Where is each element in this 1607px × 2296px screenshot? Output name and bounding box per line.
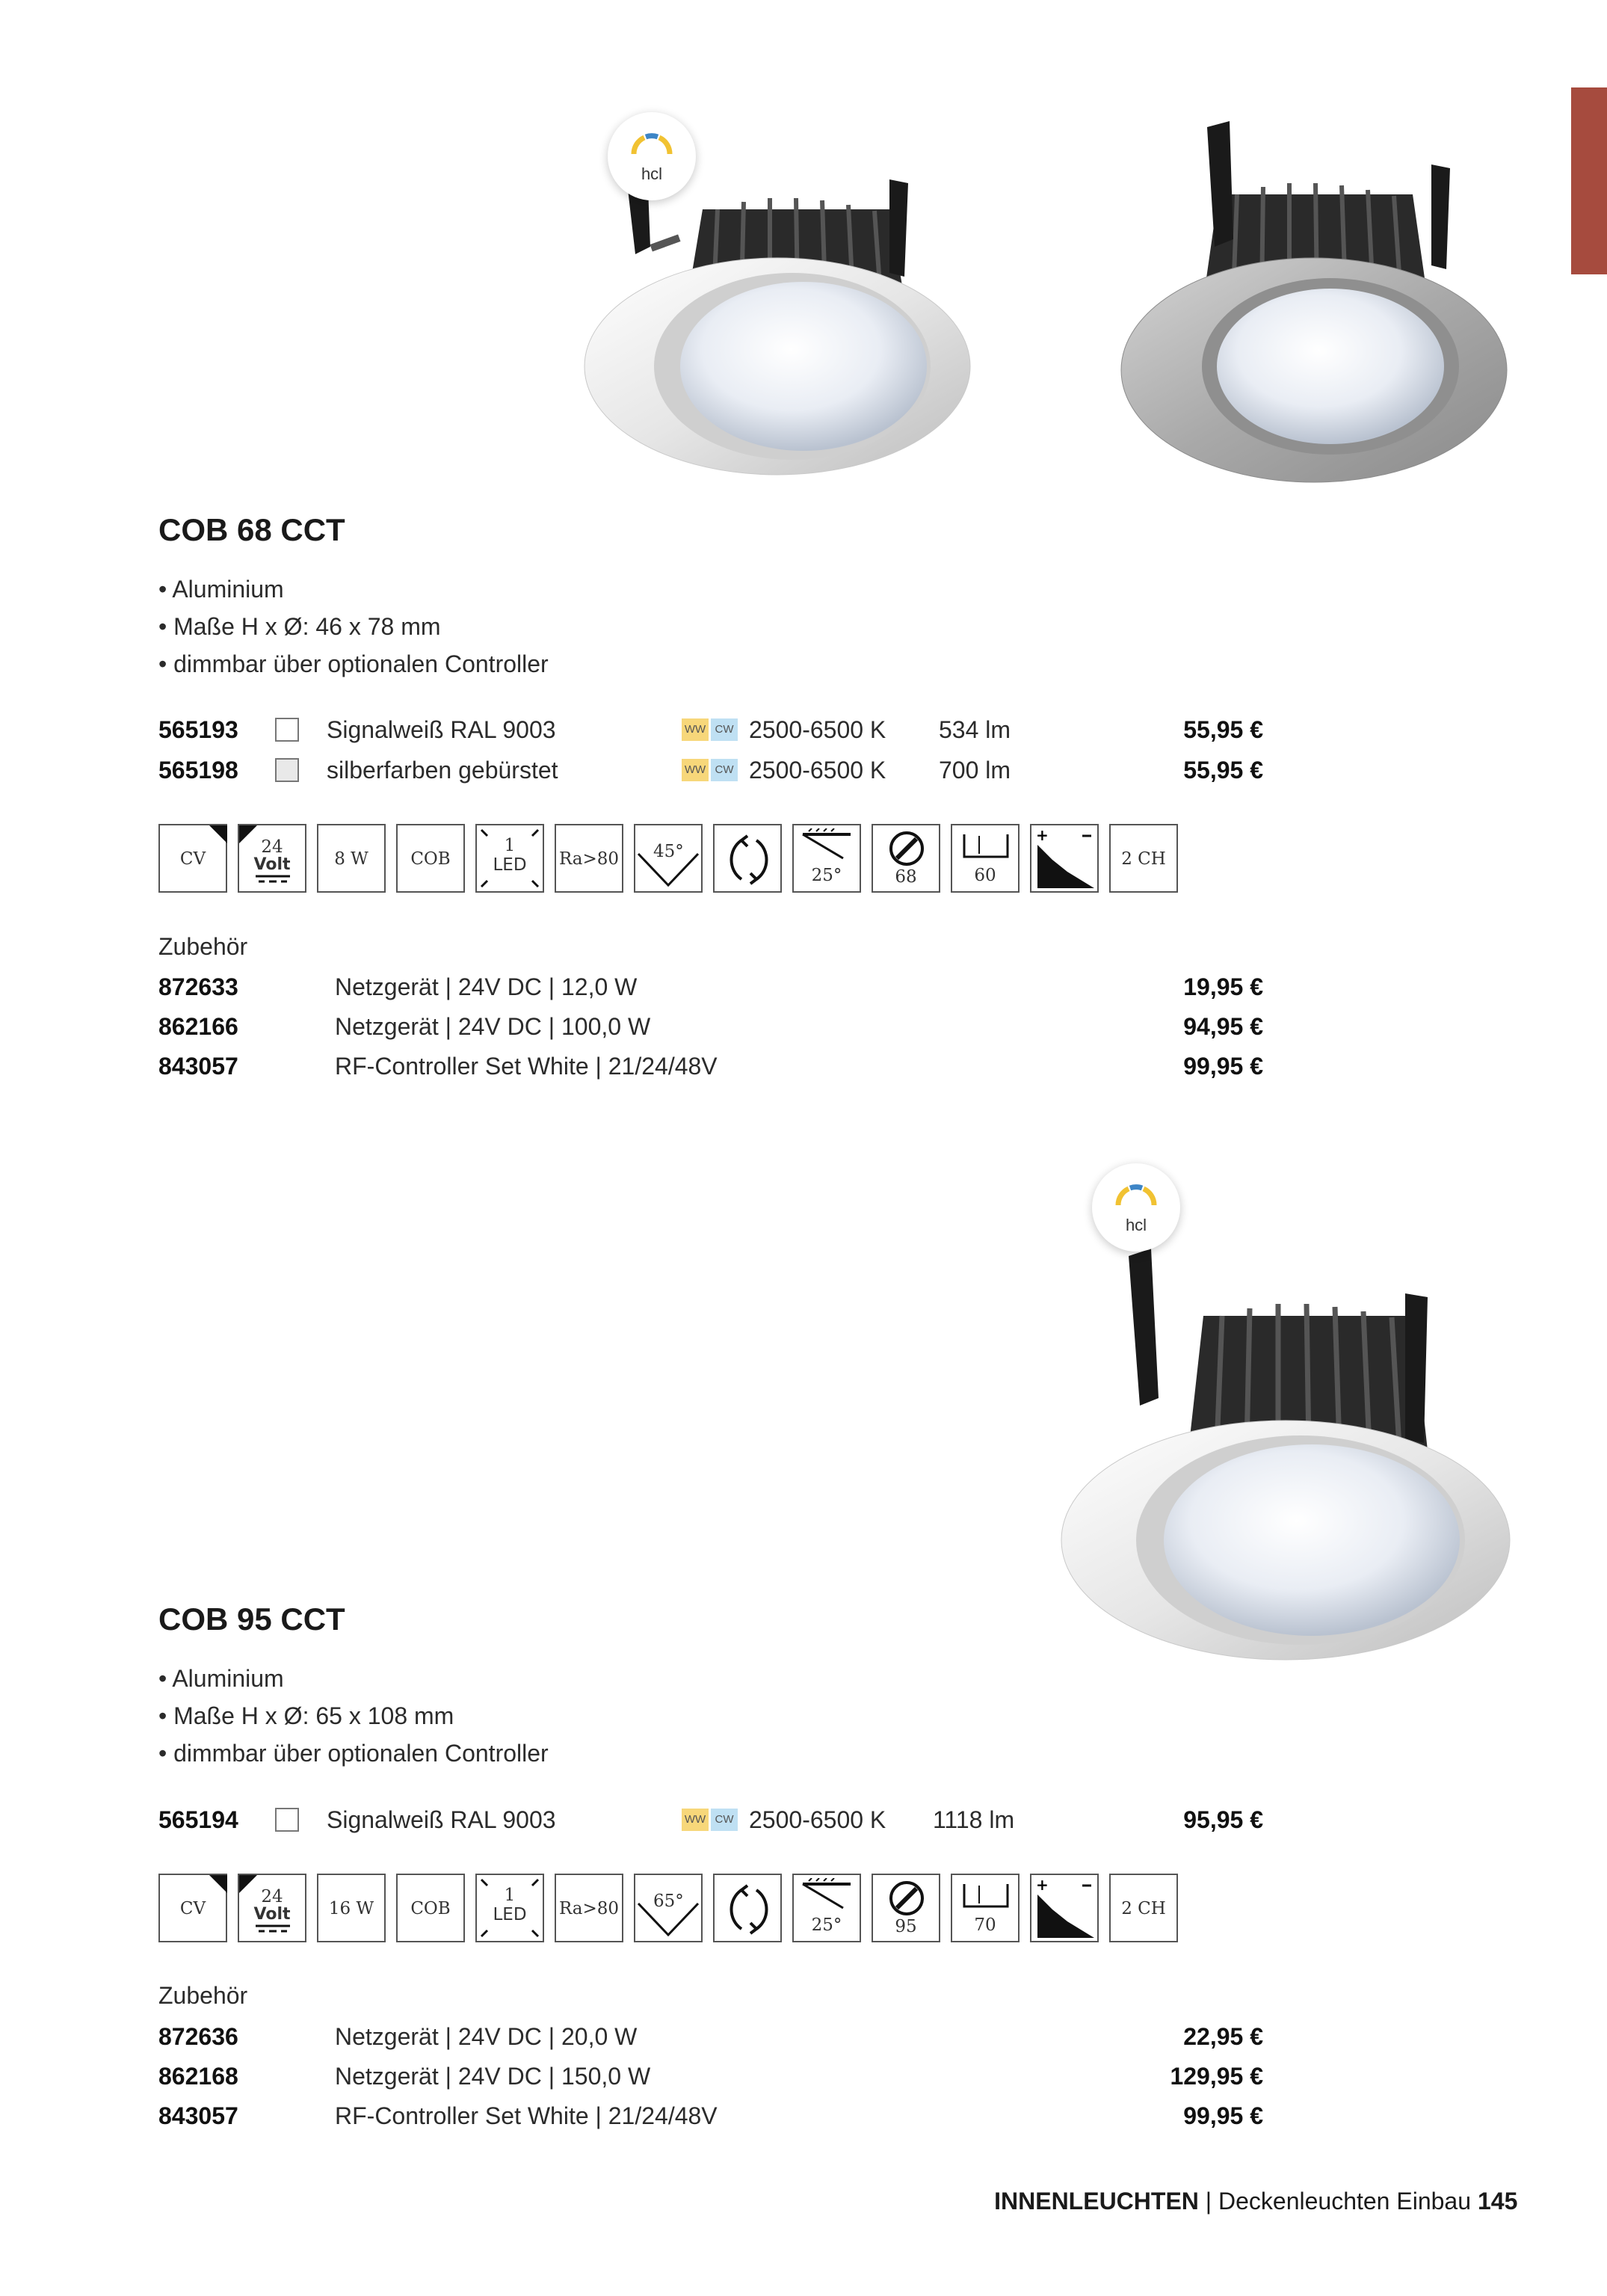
dimmable-icon: [1030, 1874, 1099, 1942]
product-image-cob68-silver: [1106, 112, 1510, 493]
accessory-name: RF-Controller Set White | 21/24/48V: [335, 1053, 718, 1080]
feature-item: • Aluminium: [158, 576, 284, 603]
chapter-tab-marker: [1571, 87, 1607, 274]
color-name: Signalweiß RAL 9003: [327, 1806, 556, 1833]
hcl-badge-icon: [608, 112, 696, 200]
article-number: 565194: [158, 1806, 238, 1833]
color-name: Signalweiß RAL 9003: [327, 716, 556, 743]
page-number: 145: [1478, 2188, 1518, 2215]
feature-list: [158, 570, 549, 683]
article-number: 565193: [158, 716, 238, 743]
cob-icon: COB: [396, 1874, 465, 1942]
price: 99,95 €: [1183, 1053, 1263, 1080]
warm-white-icon: WW: [682, 718, 709, 741]
product-title: COB 68 CCT: [158, 512, 345, 547]
accessory-name: RF-Controller Set White | 21/24/48V: [335, 2102, 718, 2129]
color-rendering-icon: Ra>80: [555, 1874, 623, 1942]
color-temperature: 2500-6500 K: [749, 757, 886, 784]
article-number: 872633: [158, 973, 238, 1000]
installation-depth-icon: 70: [951, 1874, 1020, 1942]
price: 55,95 €: [1183, 757, 1263, 784]
rotatable-icon: [713, 824, 782, 893]
price: 99,95 €: [1183, 2102, 1263, 2129]
product-image-cob95-white: [1054, 1226, 1517, 1667]
cold-white-icon: CW: [711, 1809, 738, 1831]
article-number: 565198: [158, 757, 238, 784]
cold-white-icon: CW: [711, 718, 738, 741]
color-name: silberfarben gebürstet: [327, 757, 558, 784]
hcl-badge-icon: [1092, 1163, 1180, 1252]
accessory-name: Netzgerät | 24V DC | 150,0 W: [335, 2063, 651, 2090]
spec-icons-row: [158, 1874, 1205, 1945]
price: 55,95 €: [1183, 716, 1263, 743]
product-title: COB 95 CCT: [158, 1601, 345, 1637]
feature-item: • Maße H x Ø: 65 x 108 mm: [158, 1702, 454, 1729]
wattage-icon: 16 W: [317, 1874, 386, 1942]
variant-row: [0, 710, 1607, 750]
warm-white-icon: WW: [682, 759, 709, 781]
cutout-diameter-icon: 68: [872, 824, 940, 893]
spec-icons-row: [158, 824, 1205, 896]
color-swatch: [275, 1808, 299, 1832]
accessories-heading: Zubehör: [158, 1982, 248, 2009]
voltage-24-icon: 24 Volt: [238, 1874, 306, 1942]
luminous-flux: 700 lm: [939, 757, 1011, 784]
article-number: 872636: [158, 2023, 238, 2050]
feature-item: • dimmbar über optionalen Controller: [158, 1740, 549, 1767]
page-footer: [994, 2188, 1471, 2215]
variant-row: [0, 750, 1607, 790]
beam-angle-icon: 65°: [634, 1874, 703, 1942]
price: 95,95 €: [1183, 1806, 1263, 1833]
color-rendering-icon: Ra>80: [555, 824, 623, 893]
footer-separator: |: [1198, 2188, 1218, 2215]
dimmable-icon: [1030, 824, 1099, 893]
wattage-icon: 8 W: [317, 824, 386, 893]
svg-text:+: +: [1036, 1878, 1049, 1894]
tilt-angle-icon: 25°: [792, 1874, 861, 1942]
accessory-row: [0, 967, 1607, 1007]
footer-subsection: Deckenleuchten Einbau: [1218, 2188, 1471, 2215]
tilt-angle-icon: 25°: [792, 824, 861, 893]
article-number: 843057: [158, 1053, 238, 1080]
led-count-icon: 1 LED: [475, 824, 544, 893]
led-count-icon: 1 LED: [475, 1874, 544, 1942]
variant-row: [0, 1800, 1607, 1840]
article-number: 843057: [158, 2102, 238, 2129]
channels-icon: 2 CH: [1109, 824, 1178, 893]
hcl-label: hcl: [1125, 1216, 1147, 1234]
accessory-row: [0, 2096, 1607, 2136]
luminous-flux: 534 lm: [939, 716, 1011, 743]
accessories-heading: Zubehör: [158, 933, 248, 960]
footer-section: INNENLEUCHTEN: [994, 2188, 1199, 2215]
accessory-name: Netzgerät | 24V DC | 20,0 W: [335, 2023, 638, 2050]
rotatable-icon: [713, 1874, 782, 1942]
price: 22,95 €: [1183, 2023, 1263, 2050]
constant-voltage-icon: CV: [158, 824, 227, 893]
accessory-row: [0, 2016, 1607, 2057]
beam-angle-icon: 45°: [634, 824, 703, 893]
accessory-row: [0, 1046, 1607, 1086]
color-temperature: 2500-6500 K: [749, 716, 886, 743]
cutout-diameter-icon: 95: [872, 1874, 940, 1942]
cob-icon: COB: [396, 824, 465, 893]
feature-item: • dimmbar über optionalen Controller: [158, 650, 549, 677]
color-temperature: 2500-6500 K: [749, 1806, 886, 1833]
feature-item: • Maße H x Ø: 46 x 78 mm: [158, 613, 441, 640]
feature-item: • Aluminium: [158, 1665, 284, 1692]
color-swatch: [275, 758, 299, 782]
warm-white-icon: WW: [682, 1809, 709, 1831]
article-number: 862168: [158, 2063, 238, 2090]
price: 94,95 €: [1183, 1013, 1263, 1040]
accessory-name: Netzgerät | 24V DC | 12,0 W: [335, 973, 638, 1000]
hcl-label: hcl: [641, 164, 663, 183]
constant-voltage-icon: CV: [158, 1874, 227, 1942]
cold-white-icon: CW: [711, 759, 738, 781]
voltage-24-icon: 24 Volt: [238, 824, 306, 893]
feature-list: [158, 1660, 549, 1772]
svg-text:+: +: [1036, 828, 1049, 844]
accessory-row: [0, 2056, 1607, 2096]
accessory-name: Netzgerät | 24V DC | 100,0 W: [335, 1013, 651, 1040]
channels-icon: 2 CH: [1109, 1874, 1178, 1942]
article-number: 862166: [158, 1013, 238, 1040]
price: 129,95 €: [1170, 2063, 1263, 2090]
installation-depth-icon: 60: [951, 824, 1020, 893]
price: 19,95 €: [1183, 973, 1263, 1000]
color-swatch: [275, 718, 299, 742]
accessory-row: [0, 1006, 1607, 1047]
luminous-flux: 1118 lm: [933, 1806, 1015, 1833]
